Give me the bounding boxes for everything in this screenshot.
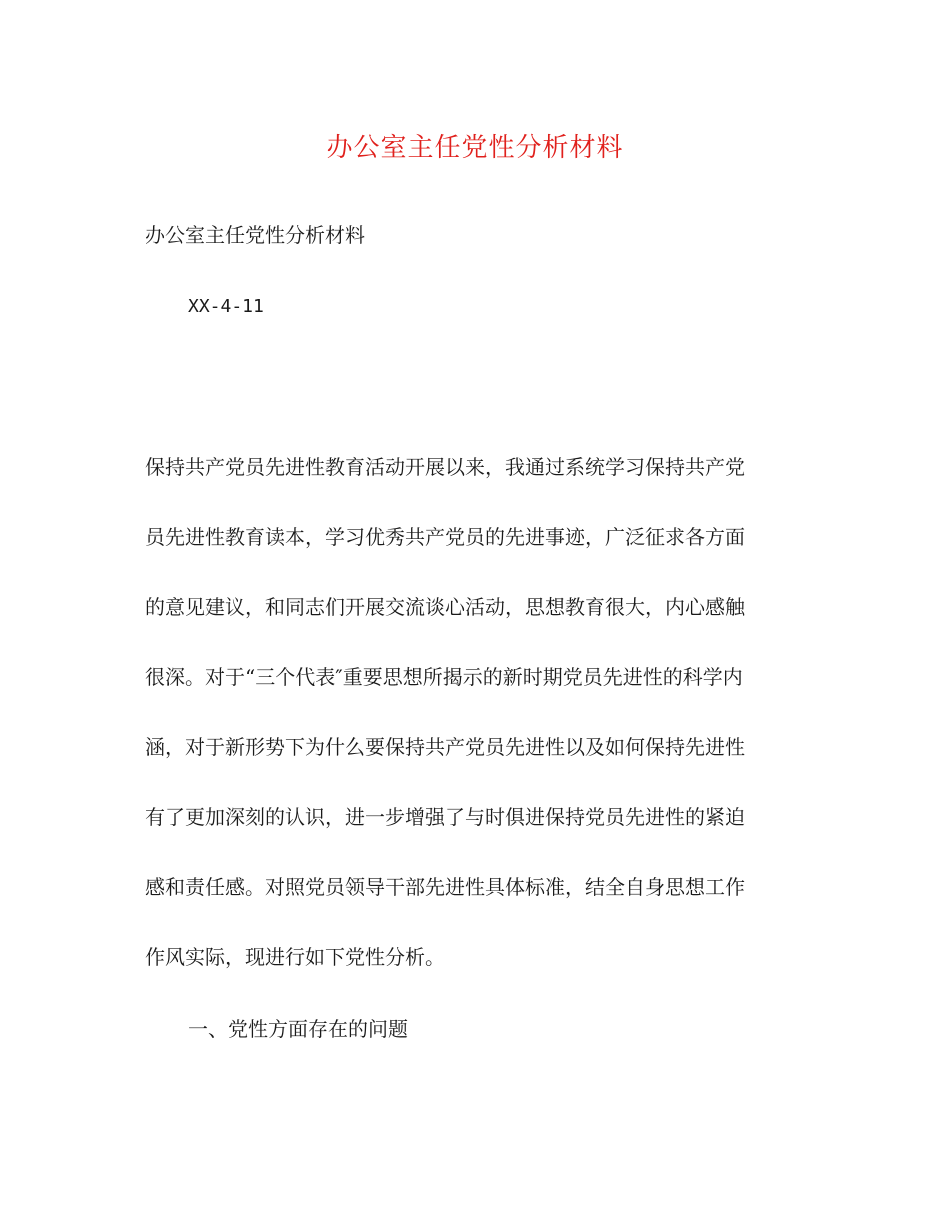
body-line: 很深。对于“三个代表″重要思想所揭示的新时期党员先进性的科学内 [145,665,743,689]
body-line: 有了更加深刻的认识，进一步增强了与时俱进保持党员先进性的紧迫 [145,805,745,829]
body-line: 的意见建议，和同志们开展交流谈心活动，思想教育很大，内心感触 [145,595,745,619]
document-title: 办公室主任党性分析材料 [326,133,624,163]
body-line: 涵，对于新形势下为什么要保持共产党员先进性以及如何保持先进性 [145,735,745,759]
body-paragraph [145,432,815,992]
body-line: 感和责任感。对照党员领导干部先进性具体标准，结全自身思想工作 [145,875,745,899]
document-date: XX-4-11 [188,296,264,317]
body-line: 作风实际，现进行如下党性分析。 [145,945,445,969]
document-subtitle: 办公室主任党性分析材料 [145,223,365,247]
section-heading: 一、党性方面存在的问题 [188,1017,408,1041]
body-line: 员先进性教育读本，学习优秀共产党员的先进事迹，广泛征求各方面 [145,525,745,549]
body-line: 保持共产党员先进性教育活动开展以来，我通过系统学习保持共产党 [145,455,745,479]
